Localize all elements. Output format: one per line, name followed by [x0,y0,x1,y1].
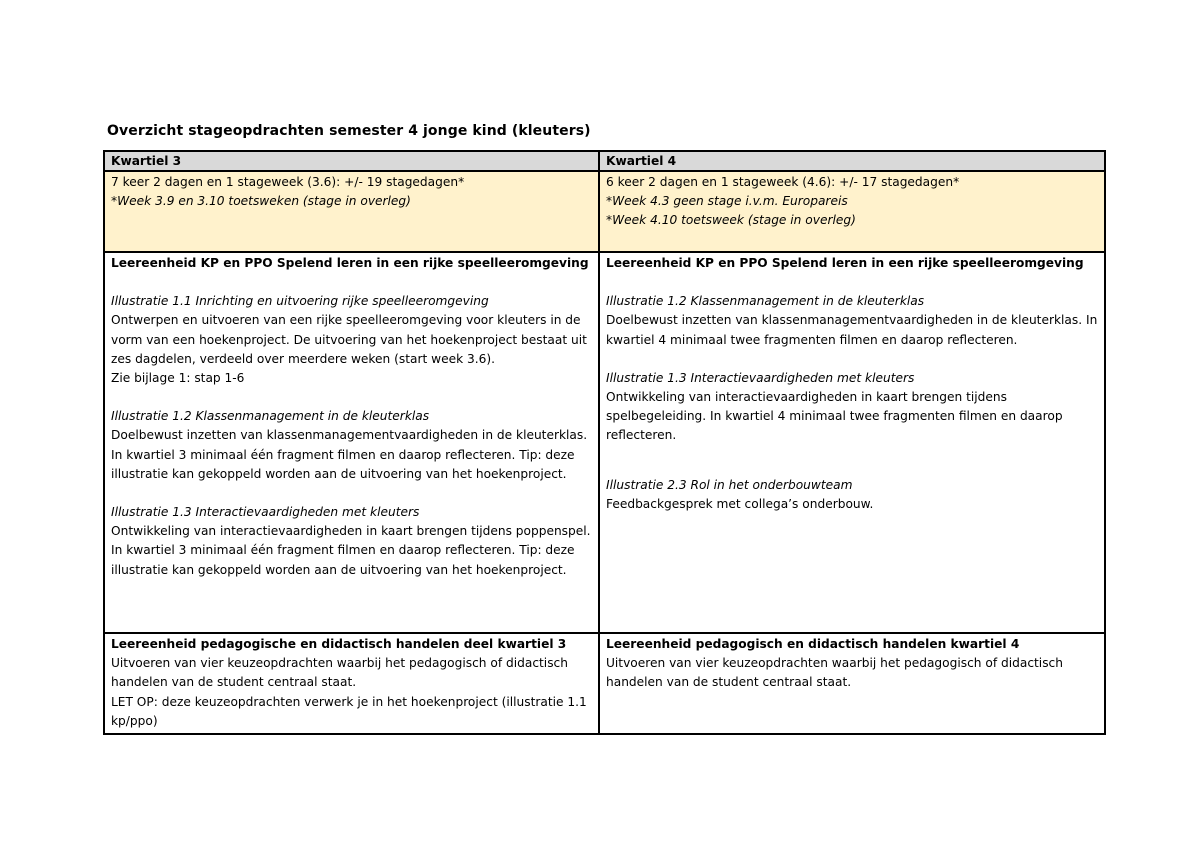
illustration-title: Illustratie 2.3 Rol in het onderbouwteam [606,477,853,492]
pedagogical-unit-kwartiel-4 [599,633,1105,734]
illustration-title: Illustratie 1.1 Inrichting en uitvoering rijke speelleeromgeving [111,294,489,309]
schedule-info-kwartiel-3 [104,171,599,252]
schedule-line: 7 keer 2 dagen en 1 stageweek (3.6): +/- 19 stagedagen* [111,175,465,189]
schedule-note: *Week 4.3 geen stage i.v.m. Europareis [606,194,848,209]
pedagogical-unit-heading: Leereenheid pedagogische en didactisch handelen deel kwartiel 3 [111,637,567,651]
document-title: Overzicht stageopdrachten semester 4 jonge kind (kleuters) [107,123,591,139]
pedagogical-unit-note: LET OP: deze keuzeopdrachten verwerk je in het hoekenproject (illustratie 1.1 kp/ppo) [111,694,587,728]
illustration-text: Doelbewust inzetten van klassenmanagementvaardigheden in de kleuterklas. In kwartiel 4 minimaal twee fragmenten filmen en daarop reflecteren. [606,313,1098,347]
schedule-note: *Week 3.9 en 3.10 toetsweken (stage in overleg) [111,194,411,209]
illustration-text: Ontwikkeling van interactievaardigheden in kaart brengen tijdens spelbegeleiding. In kwartiel 4 minimaal twee fragmenten filmen en daarop reflecteren. [606,390,1063,443]
illustration-title: Illustratie 1.3 Interactievaardigheden met kleuters [111,505,420,520]
illustration-text: Ontwikkeling van interactievaardigheden in kaart brengen tijdens poppenspel. In kwartiel 3 minimaal één fragment filmen en daarop reflecteren. Tip: deze illustratie kan gekoppeld worden aan de uitvoering van het hoekenproject. [111,524,591,577]
illustration-title: Illustratie 1.2 Klassenmanagement in de kleuterklas [111,409,430,424]
learning-unit-heading: Leereenheid KP en PPO Spelend leren in een rijke speelleeromgeving [606,256,1084,270]
header-kwartiel-4: Kwartiel 4 [599,151,1105,171]
header-kwartiel-3: Kwartiel 3 [104,151,599,171]
learning-unit-heading: Leereenheid KP en PPO Spelend leren in een rijke speelleeromgeving [111,256,589,270]
learning-unit-row [104,252,1105,633]
pedagogical-unit-kwartiel-3 [104,633,599,734]
illustration-title: Illustratie 1.2 Klassenmanagement in de kleuterklas [606,294,925,309]
illustration-text: Doelbewust inzetten van klassenmanagementvaardigheden in de kleuterklas. In kwartiel 3 minimaal één fragment filmen en daarop reflecteren. Tip: deze illustratie kan gekoppeld worden aan de uitvoering van het hoekenproject. [111,428,588,481]
illustration-text: Ontwerpen en uitvoeren van een rijke speelleeromgeving voor kleuters in de vorm van een hoekenproject. De uitvoering van het hoekenproject bestaat uit zes dagdelen, verdeeld over meerdere weken (start week 3.6). [111,313,587,366]
illustration-extra: Zie bijlage 1: stap 1-6 [111,371,245,386]
illustration-text: Feedbackgesprek met collega’s onderbouw. [606,496,874,511]
schedule-info-kwartiel-4 [599,171,1105,252]
pedagogical-unit-row [104,633,1105,734]
illustration-title: Illustratie 1.3 Interactievaardigheden met kleuters [606,370,915,385]
learning-unit-kwartiel-3 [104,252,599,633]
pedagogical-unit-text: Uitvoeren van vier keuzeopdrachten waarbij het pedagogisch of didactisch handelen van de student centraal staat. [606,656,1063,690]
schedule-line: 6 keer 2 dagen en 1 stageweek (4.6): +/- 17 stagedagen* [606,175,960,189]
assignments-table [103,150,1106,735]
schedule-info-row [104,171,1105,252]
schedule-note: *Week 4.10 toetsweek (stage in overleg) [606,213,856,228]
table-header-row [104,151,1105,171]
pedagogical-unit-text: Uitvoeren van vier keuzeopdrachten waarbij het pedagogisch of didactisch handelen van de student centraal staat. [111,656,568,690]
pedagogical-unit-heading: Leereenheid pedagogisch en didactisch handelen kwartiel 4 [606,637,1020,651]
learning-unit-kwartiel-4 [599,252,1105,633]
